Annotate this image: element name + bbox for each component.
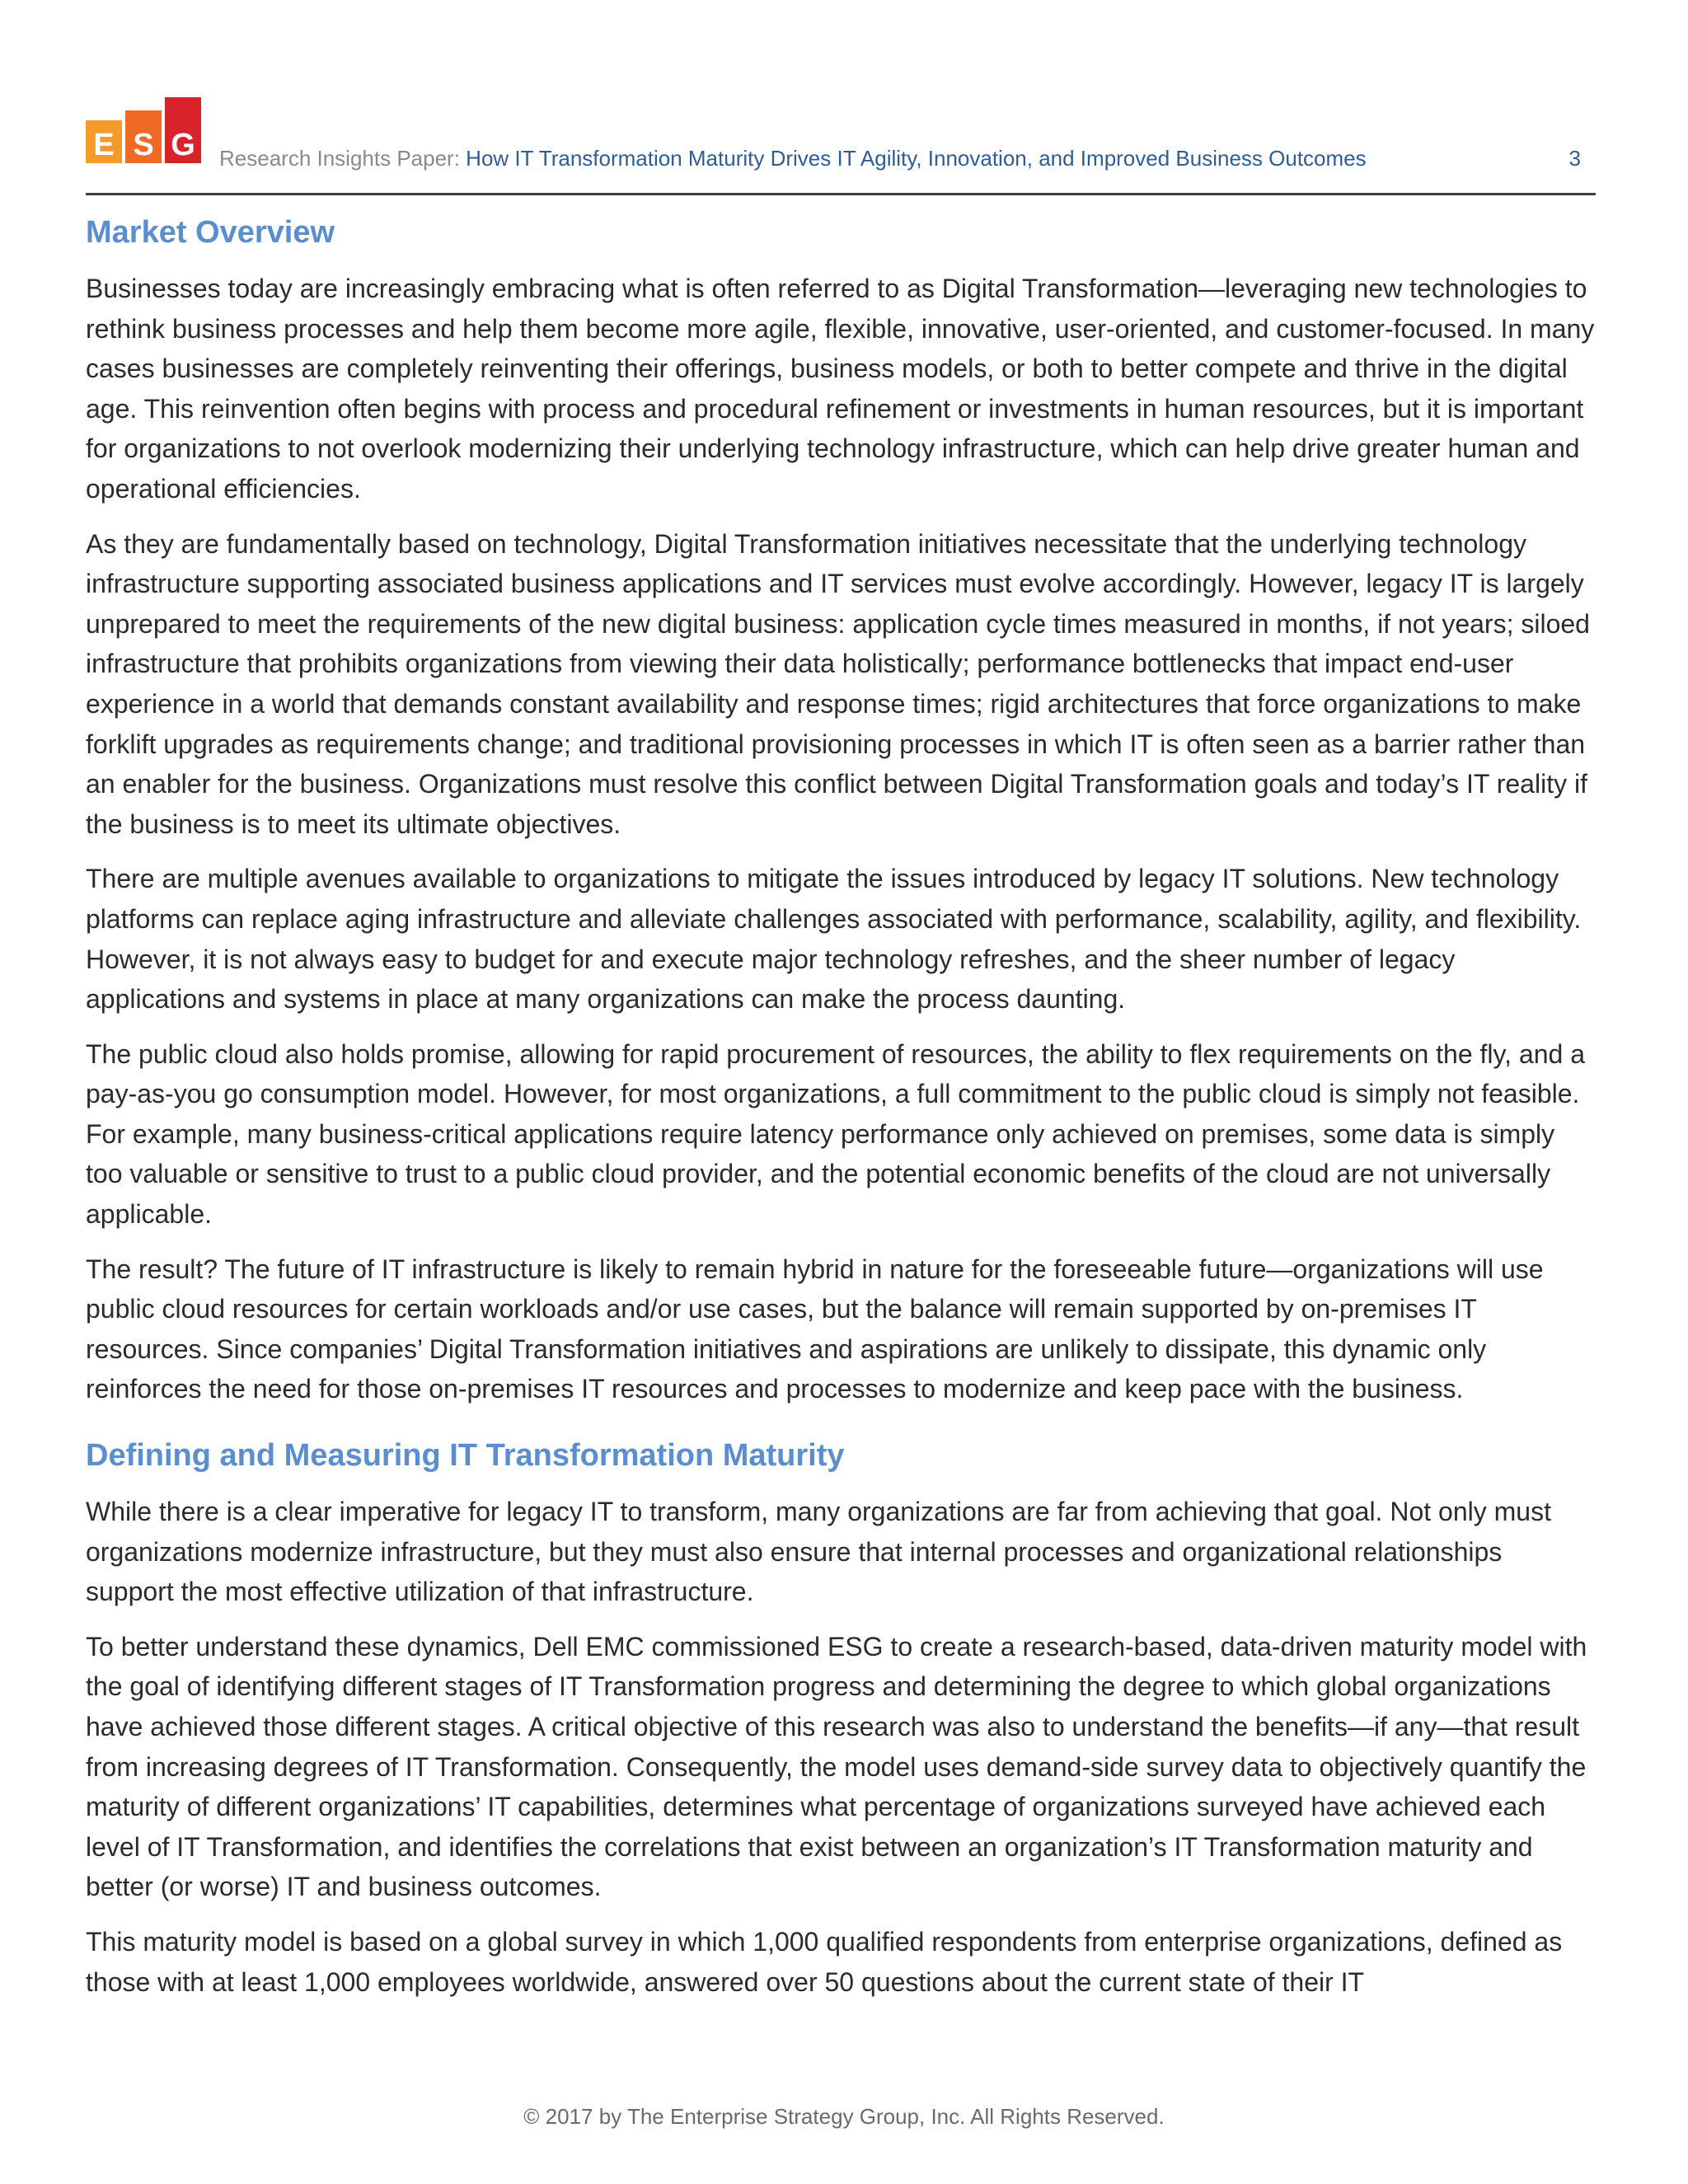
page-number: 3 bbox=[1568, 146, 1581, 171]
section-heading-market-overview: Market Overview bbox=[86, 215, 335, 250]
paragraph: Businesses today are increasingly embracing what is often referred to as Digital Transformation—leveraging new technologies to rethink business processes and help them become more agile, flexible, innovative, user-oriented, and customer-focused. In many cases businesses are completely reinventing their offerings, business models, or both to better compete and thrive in the digital age. This reinvention often begins with process and procedural refinement or investments in human resources, but it is important for organizations to not overlook modernizing their underlying technology infrastructure, which can help drive greater human and operational efficiencies. bbox=[86, 274, 1595, 504]
section-heading-it-transformation-maturity: Defining and Measuring IT Transformation Maturity bbox=[86, 1438, 845, 1474]
esg-logo bbox=[86, 97, 204, 165]
paragraph: There are multiple avenues available to organizations to mitigate the issues introduced by legacy IT solutions. New technology platforms can replace aging infrastructure and alleviate challenges associated with performance, scalability, agility, and flexibility. However, it is not always easy to budget for and execute major technology refreshes, and the sheer number of legacy applications and systems in place at many organizations can make the process daunting. bbox=[86, 864, 1582, 1015]
copyright-footer: © 2017 by The Enterprise Strategy Group, Inc. All Rights Reserved. bbox=[523, 2104, 1165, 2129]
svg-text:S: S bbox=[133, 128, 154, 162]
svg-text:E: E bbox=[93, 128, 115, 162]
paragraph: The result? The future of IT infrastructure is likely to remain hybrid in nature for the foreseeable future—organizations will use public cloud resources for certain workloads and/or use cases, but the balance will remain supported by on-premises IT resources. Since companies’ Digital Transformation initiatives and aspirations are unlikely to dissipate, this dynamic only reinforces the need for those on-premises IT resources and processes to modernize and keep pace with the business. bbox=[86, 1254, 1544, 1404]
paper-title: How IT Transformation Maturity Drives IT Agility, Innovation, and Improved Business Outcomes bbox=[466, 146, 1367, 171]
paragraph: This maturity model is based on a global survey in which 1,000 qualified respondents from enterprise organizations, defined as those with at least 1,000 employees worldwide, answered over 50 questions about the current state of their IT bbox=[86, 1926, 1563, 1997]
paragraph: While there is a clear imperative for legacy IT to transform, many organizations are far from achieving that goal. Not only must organizations modernize infrastructure, but they must also ensure that internal processes and organizational relationships support the most effective utilization of that infrastructure. bbox=[86, 1497, 1551, 1607]
paragraph: As they are fundamentally based on technology, Digital Transformation initiatives necessitate that the underlying technology infrastructure supporting associated business applications and IT services must evolve accordingly. However, legacy IT is largely unprepared to meet the requirements of the new digital business: application cycle times measured in months, if not years; siloed infrastructure that prohibits organizations from viewing their data holistically; performance bottlenecks that impact end-user experience in a world that demands constant availability and response times; rigid architectures that force organizations to make forklift upgrades as requirements change; and traditional provisioning processes in which IT is often seen as a barrier rather than an enabler for the business. Organizations must resolve this conflict between Digital Transformation goals and today’s IT reality if the business is to meet its ultimate objectives. bbox=[86, 528, 1590, 839]
document-body bbox=[86, 208, 1596, 2017]
page-header bbox=[86, 97, 1596, 195]
paragraph: The public cloud also holds promise, allowing for rapid procurement of resources, the ability to flex requirements on the fly, and a pay-as-you go consumption model. However, for most organizations, a full commitment to the public cloud is simply not feasible. For example, many business-critical applications require latency performance only achieved on premises, some data is simply too valuable or sensitive to trust to a public cloud provider, and the potential economic benefits of the cloud are not universally applicable. bbox=[86, 1038, 1586, 1230]
running-title bbox=[219, 143, 1505, 173]
paragraph: To better understand these dynamics, Dell EMC commissioned ESG to create a research-based, data-driven maturity model with the goal of identifying different stages of IT Transformation progress and determining the degree to which global organizations have achieved those different stages. A critical objective of this research was also to understand the benefits—if any—that result from increasing degrees of IT Transformation. Consequently, the model uses demand-side survey data to objectively quantify the maturity of different organizations’ IT capabilities, determines what percentage of organizations surveyed have achieved each level of IT Transformation, and identifies the correlations that exist between an organization’s IT Transformation maturity and better (or worse) IT and business outcomes. bbox=[86, 1631, 1587, 1902]
svg-text:G: G bbox=[171, 128, 195, 162]
paper-label: Research Insights Paper: bbox=[219, 146, 460, 171]
